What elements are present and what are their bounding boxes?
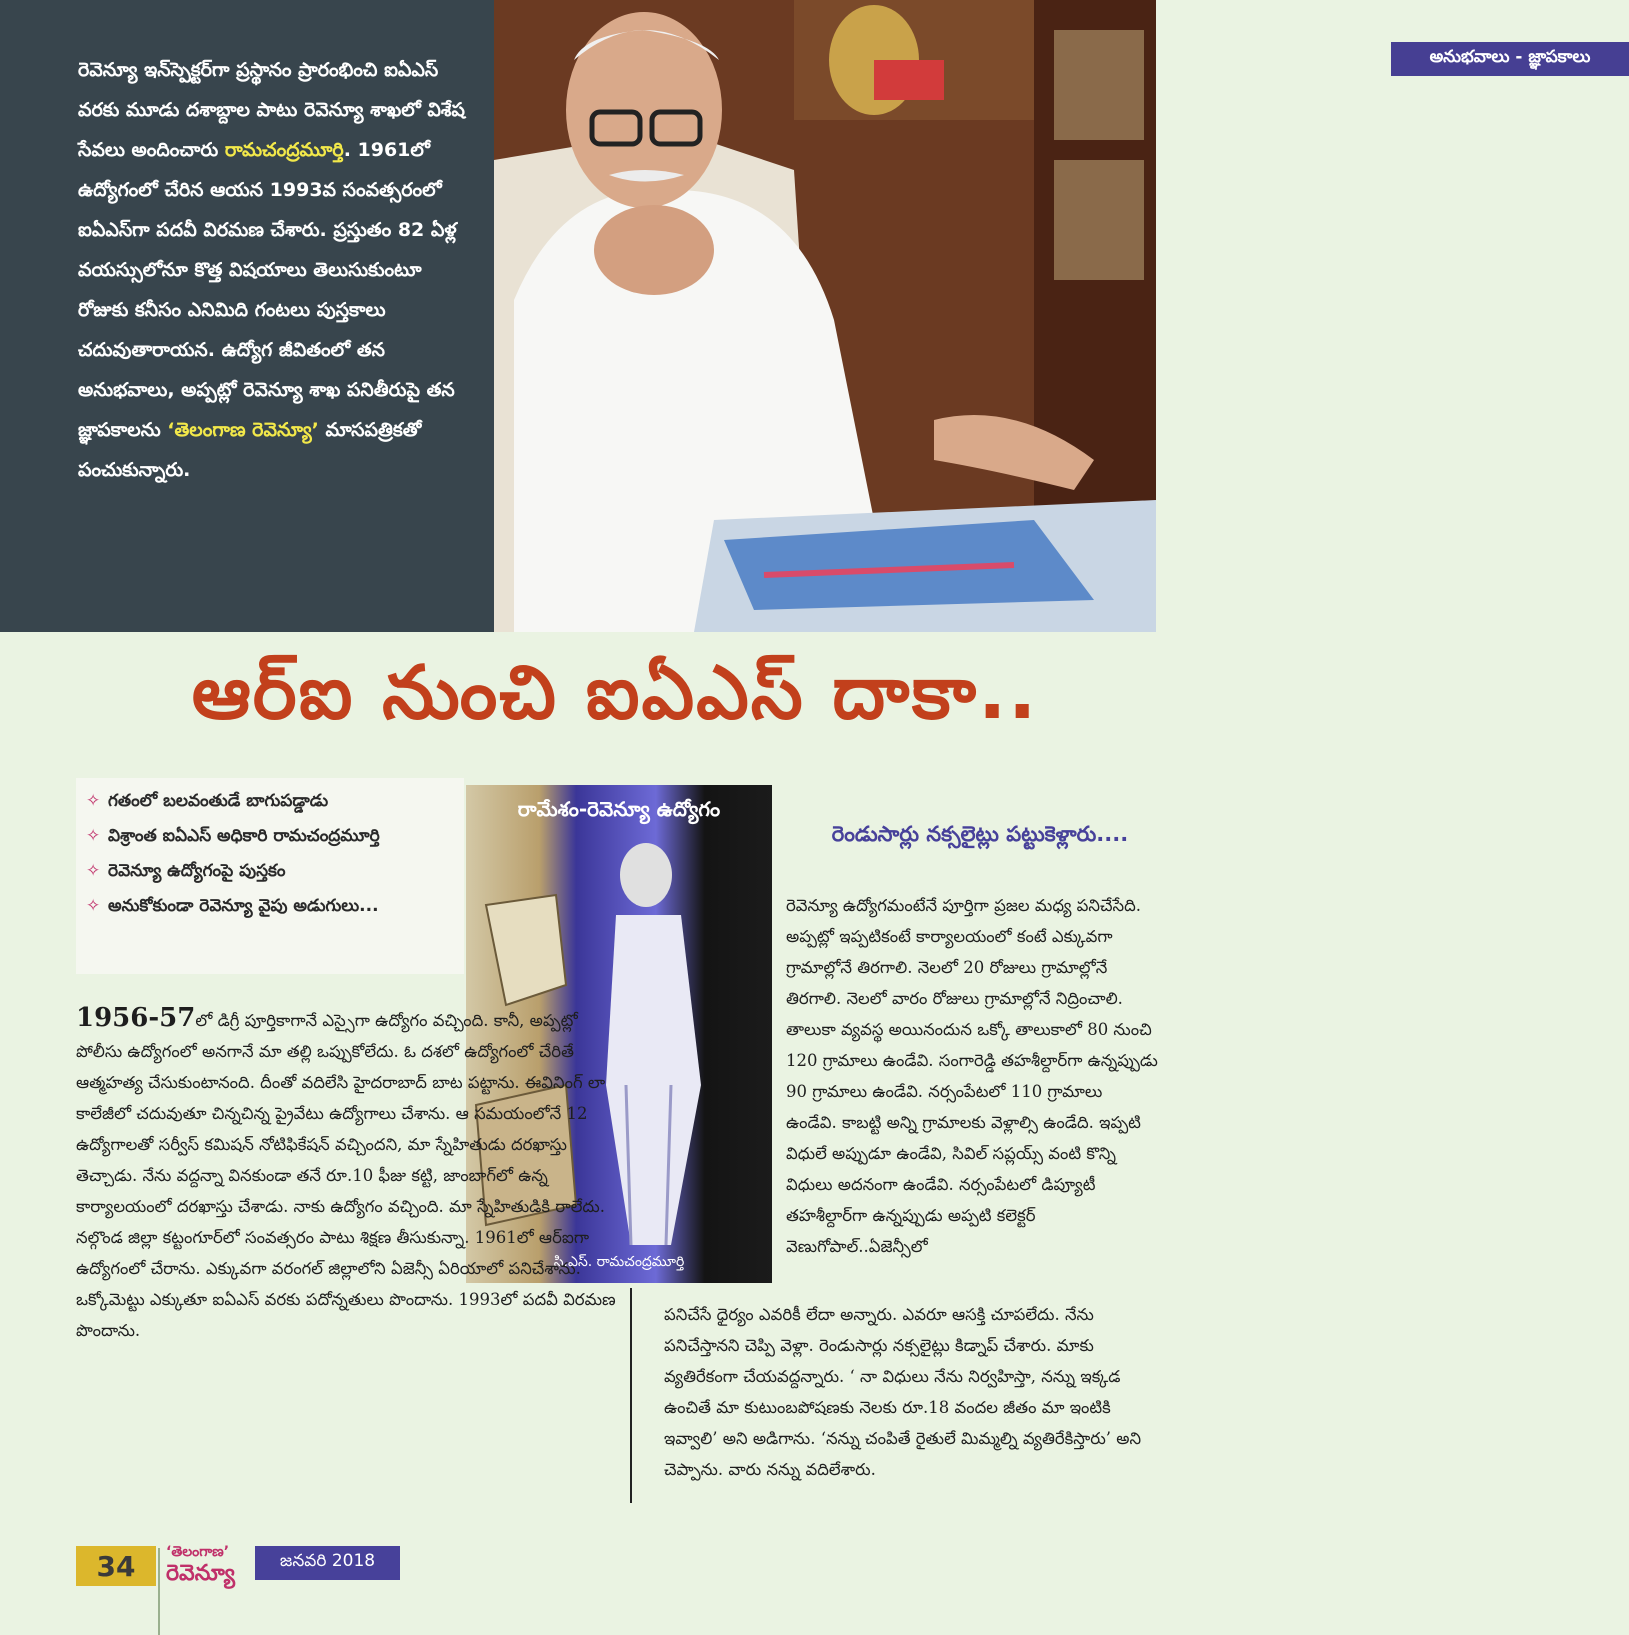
highlight-text: రెవెన్యూ ఉద్యోగంపై పుస్తకం [108,861,286,881]
lead-years: 1956-57 [76,1003,196,1033]
highlight-text: విశ్రాంత ఐఏఎస్ అధికారి రామచంద్రమూర్తి [108,826,380,846]
highlight-item [86,819,464,854]
intro-name: రామచంద్రమూర్తి [224,139,344,161]
intro-part2: . 1961లో ఉద్యోగంలో చేరిన ఆయన 1993వ సంవత్సరంలో ఐఏఎస్‌గా పదవీ విరమణ చేశారు. ప్రస్తుతం 82 ఏళ్ల వయస్సులోనూ కొత్త విషయాలు తెలుసుకుంటూ రోజుకు కనీసం ఎనిమిది గంటలు పుస్తకాలు చదువుతారాయన. ఉద్యోగ జీవితంలో తన అనుభవాలు, అప్పట్లో రెవెన్యూ శాఖ పనితీరుపై తన జ్ఞాపకాలను [78,139,457,441]
issue-date: జనవరి 2018 [255,1546,400,1580]
book-title: రామేశం-రెవెన్యూ ఉద్యోగం [517,797,721,821]
diamond-icon: ✧ [86,896,101,916]
column-divider [630,1288,632,1503]
magazine-logo [166,1544,250,1596]
highlight-text: గతంలో బలవంతుడే బాగుపడ్డాడు [108,791,329,811]
intro-text [78,50,478,490]
diamond-icon: ✧ [86,791,101,811]
section-tag: అనుభవాలు - జ్ఞాపకాలు [1391,42,1629,76]
highlight-item [86,854,464,889]
right-column-text: రెవెన్యూ ఉద్యోగమంటేనే పూర్తిగా ప్రజల మధ్య పనిచేసేది. అప్పట్లో ఇప్పటికంటే కార్యాలయంలో కంటే ఎక్కువగా గ్రామాల్లోనే తిరగాలి. నెలలో 20 రోజులు గ్రామాల్లోనే తిరగాలి. నెలలో వారం రోజులు గ్రామాల్లోనే నిద్రించాలి. తాలుకా వ్యవస్థ అయినందున ఒక్కో తాలుకాలో 80 నుంచి 120 గ్రామాలు ఉండేవి. సంగారెడ్డి తహశీల్దార్‌గా ఉన్నప్పుడు 90 గ్రామాలు ఉండేవి. నర్సంపేటలో 110 గ్రామాలు ఉండేవి. కాబట్టి అన్ని గ్రామాలకు వెళ్లాల్సి ఉండేది. ఇప్పటి విధులే అప్పుడూ ఉండేవి, సివిల్ సప్లయ్స్ వంటి కొన్ని విధులు అదనంగా ఉండేవి. నర్సంపేటలో డిప్యూటీ తహశీల్దార్‌గా ఉన్నప్పుడు అప్పటి కలెక్టర్ వెణుగోపాల్..ఏజెన్సీలో [786,896,1158,1256]
right-column-continued: పనిచేసే ధైర్యం ఎవరికీ లేదా అన్నారు. ఎవరూ ఆసక్తి చూపలేదు. నేను పనిచేస్తానని చెప్పి వెళ్లా. రెండుసార్లు నక్సలైట్లు కిడ్నాప్ చేశారు. మాకు వ్యతిరేకంగా చేయవద్దన్నారు. ‘ నా విధులు నేను నిర్వహిస్తా, నన్ను ఇక్కడ ఉంచితే మా కుటుంబపోషణకు నెలకు రూ.18 వందల జీతం మా ఇంటికి ఇవ్వాలి’ అని అడిగాను. ‘నన్ను చంపితే రైతులే మిమ్మల్ని వ్యతిరేకిస్తారు’ అని చెప్పాను. వారు నన్ను వదిలేశారు. [664,1305,1142,1479]
highlights-box [76,778,464,974]
highlight-item [86,784,464,819]
diamond-icon: ✧ [86,826,101,846]
headline: ఆర్‌ఐ నుంచి ఐఏఎస్ దాకా.. [191,650,1039,736]
left-column-body: లో డిగ్రీ పూర్తికాగానే ఎస్సైగా ఉద్యోగం వచ్చింది. కానీ, అప్పట్లో పోలీసు ఉద్యోగంలో అనగానే మా తల్లి ఒప్పుకోలేదు. ఓ దశలో ఉద్యోగంలో చేరితే ఆత్మహత్య చేసుకుంటానంది. దీంతో వదిలేసి హైదరాబాద్ బాట పట్టాను. ఈవినింగ్ లా కాలేజీలో చదువుతూ చిన్నచిన్న ప్రైవేటు ఉద్యోగాలు చేశాను. ఆ సమయంలోనే 12 ఉద్యోగాలతో సర్వీస్ కమిషన్ నోటిఫికేషన్ వచ్చిందని, మా స్నేహితుడు దరఖాస్తు తెచ్చాడు. నేను వద్దన్నా వినకుండా తనే రూ.10 ఫీజు కట్టి, జాంబాగ్‌లో ఉన్న కార్యాలయంలో దరఖాస్తు చేశాడు. నాకు ఉద్యోగం వచ్చింది. మా స్నేహితుడికి రాలేదు. నల్గొండ జిల్లా కట్టంగూర్‌లో సంవత్సరం పాటు శిక్షణ తీసుకున్నా. 1961లో ఆర్‌ఐగా ఉద్యోగంలో చేరాను. ఎక్కువగా వరంగల్ జిల్లాలోని ఏజెన్సీ ఏరియాలో పనిచేశాను. ఒక్కోమెట్టు ఎక్కుతూ ఐఏఎస్ వరకు పదోన్నతులు పొందాను. 1993లో పదవీ విరమణ పొందాను. [76,1011,616,1340]
intro-part3: మాసపత్రికతో పంచుకున్నారు. [78,419,422,481]
diamond-icon: ✧ [86,861,101,881]
right-column-heading: రెండుసార్లు నక్సలైట్లు పట్టుకెళ్లారు.... [831,822,1129,846]
page-number: 34 [76,1546,156,1586]
highlight-text: అనుకోకుండా రెవెన్యూ వైపు అడుగులు... [108,896,379,916]
left-column-text [76,1003,616,1346]
portrait-photo [494,0,1591,632]
logo-main-text: రెవెన్యూ [166,1561,235,1586]
highlight-item [86,889,464,924]
intro-magazine: ‘తెలంగాణ రెవెన్యూ’ [167,419,319,441]
book-author: సి.ఎస్. రామచంద్రమూర్తి [553,1254,685,1270]
logo-small-text: ‘తెలంగాణ’ [166,1544,230,1560]
intro-part1: రెవెన్యూ ఇన్‌స్పెక్టర్‌గా ప్రస్థానం ప్రారంభించి ఐఏఎస్ వరకు మూడు దశాబ్దాల పాటు రెవెన్యూ శాఖలో విశేష సేవలు అందించారు [78,59,465,161]
portrait-illustration [494,0,1156,632]
footer-divider [158,1548,160,1635]
intro-panel [0,0,494,632]
